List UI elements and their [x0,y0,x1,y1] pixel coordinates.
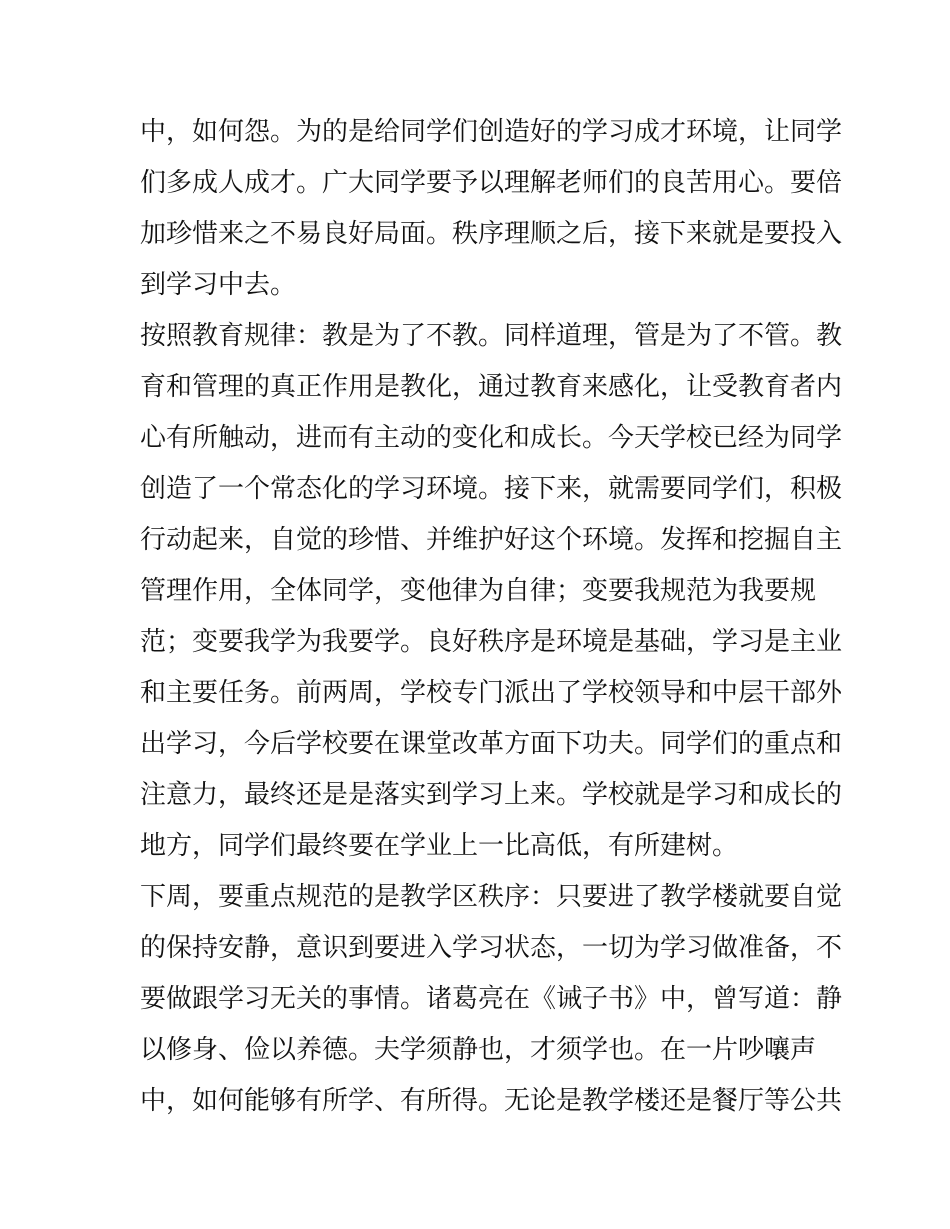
document-body [140,107,843,1127]
text-line: 到学习中去。 [140,270,297,300]
text-line: 创造了一个常态化的学习环境。接下来，就需要同学们，积极 [140,474,843,504]
text-line: 要做跟学习无关的事情。诸葛亮在《诫子书》中，曾写道：静 [140,984,843,1014]
text-line: 范；变要我学为我要学。良好秩序是环境是基础，学习是主业 [140,627,843,657]
text-line: 的保持安静，意识到要进入学习状态，一切为学习做准备，不 [140,933,843,963]
text-line: 中，如何能够有所学、有所得。无论是教学楼还是餐厅等公共 [140,1086,843,1116]
text-line: 注意力，最终还是是落实到学习上来。学校就是学习和成长的 [140,780,843,810]
text-line: 心有所触动，进而有主动的变化和成长。今天学校已经为同学 [140,423,843,453]
text-line: 按照教育规律：教是为了不教。同样道理，管是为了不管。教 [140,321,843,351]
text-line: 地方，同学们最终要在学业上一比高低，有所建树。 [140,831,739,861]
text-line: 育和管理的真正作用是教化，通过教育来感化，让受教育者内 [140,372,843,402]
text-line: 加珍惜来之不易良好局面。秩序理顺之后，接下来就是要投入 [140,219,843,249]
text-line: 行动起来，自觉的珍惜、并维护好这个环境。发挥和挖掘自主 [140,525,843,555]
text-line: 们多成人成才。广大同学要予以理解老师们的良苦用心。要倍 [140,168,843,198]
text-line: 中，如何怨。为的是给同学们创造好的学习成才环境，让同学 [140,117,843,147]
text-line: 下周，要重点规范的是教学区秩序：只要进了教学楼就要自觉 [140,882,843,912]
text-line: 出学习，今后学校要在课堂改革方面下功夫。同学们的重点和 [140,729,843,759]
text-line: 和主要任务。前两周，学校专门派出了学校领导和中层干部外 [140,678,843,708]
text-line: 管理作用，全体同学，变他律为自律；变要我规范为我要规 [140,576,817,606]
text-line: 以修身、俭以养德。夫学须静也，才须学也。在一片吵嚷声 [140,1035,817,1065]
